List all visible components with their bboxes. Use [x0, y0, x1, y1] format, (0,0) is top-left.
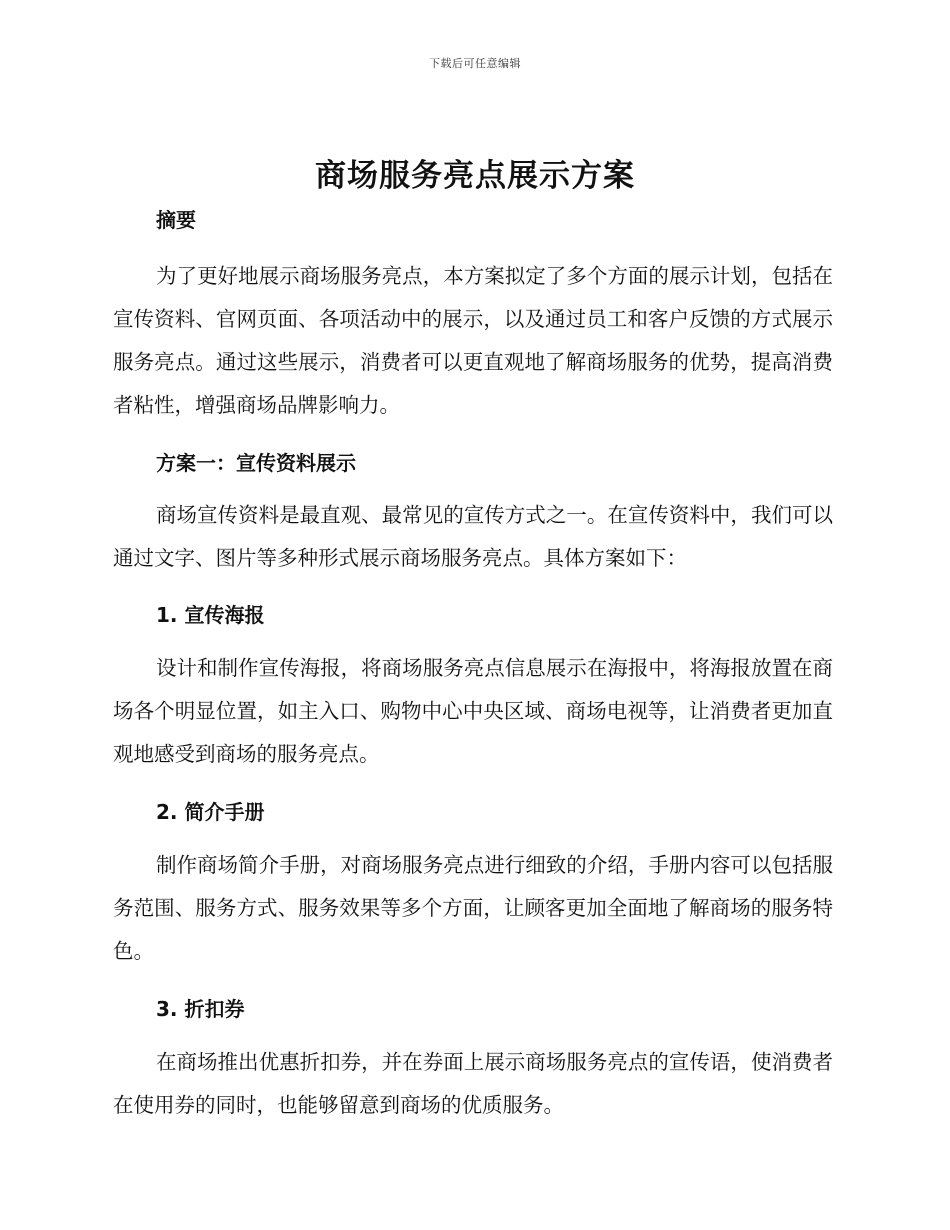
- item-heading-brochure: 2. 简介手册: [156, 800, 265, 824]
- item-heading-poster: 1. 宣传海报: [156, 603, 265, 627]
- item-paragraph-brochure: 制作商场简介手册，对商场服务亮点进行细致的介绍，手册内容可以包括服务范围、服务方式、服务效果等多个方面，让顾客更加全面地了解商场的服务特色。: [113, 853, 833, 963]
- page-header-note: 下载后可任意编辑: [429, 57, 521, 70]
- item-paragraph-coupon: 在商场推出优惠折扣券，并在券面上展示商场服务亮点的宣传语，使消费者在使用券的同时，也能够留意到商场的优质服务。: [113, 1050, 833, 1117]
- section1-heading: 方案一：宣传资料展示: [156, 451, 356, 475]
- abstract-heading: 摘要: [156, 208, 196, 232]
- document-body: [113, 204, 833, 1127]
- document-title: 商场服务亮点展示方案: [315, 158, 635, 194]
- abstract-paragraph: 为了更好地展示商场服务亮点，本方案拟定了多个方面的展示计划，包括在宣传资料、官网页面、各项活动中的展示，以及通过员工和客户反馈的方式展示服务亮点。通过这些展示，消费者可以更直观地了解商场服务的优势，提高消费者粘性，增强商场品牌影响力。: [113, 264, 833, 417]
- item-heading-coupon: 3. 折扣券: [156, 997, 245, 1021]
- section1-paragraph: 商场宣传资料是最直观、最常见的宣传方式之一。在宣传资料中，我们可以通过文字、图片等多种形式展示商场服务亮点。具体方案如下：: [113, 503, 833, 570]
- item-paragraph-poster: 设计和制作宣传海报，将商场服务亮点信息展示在海报中，将海报放置在商场各个明显位置，如主入口、购物中心中央区域、商场电视等，让消费者更加直观地感受到商场的服务亮点。: [113, 656, 833, 766]
